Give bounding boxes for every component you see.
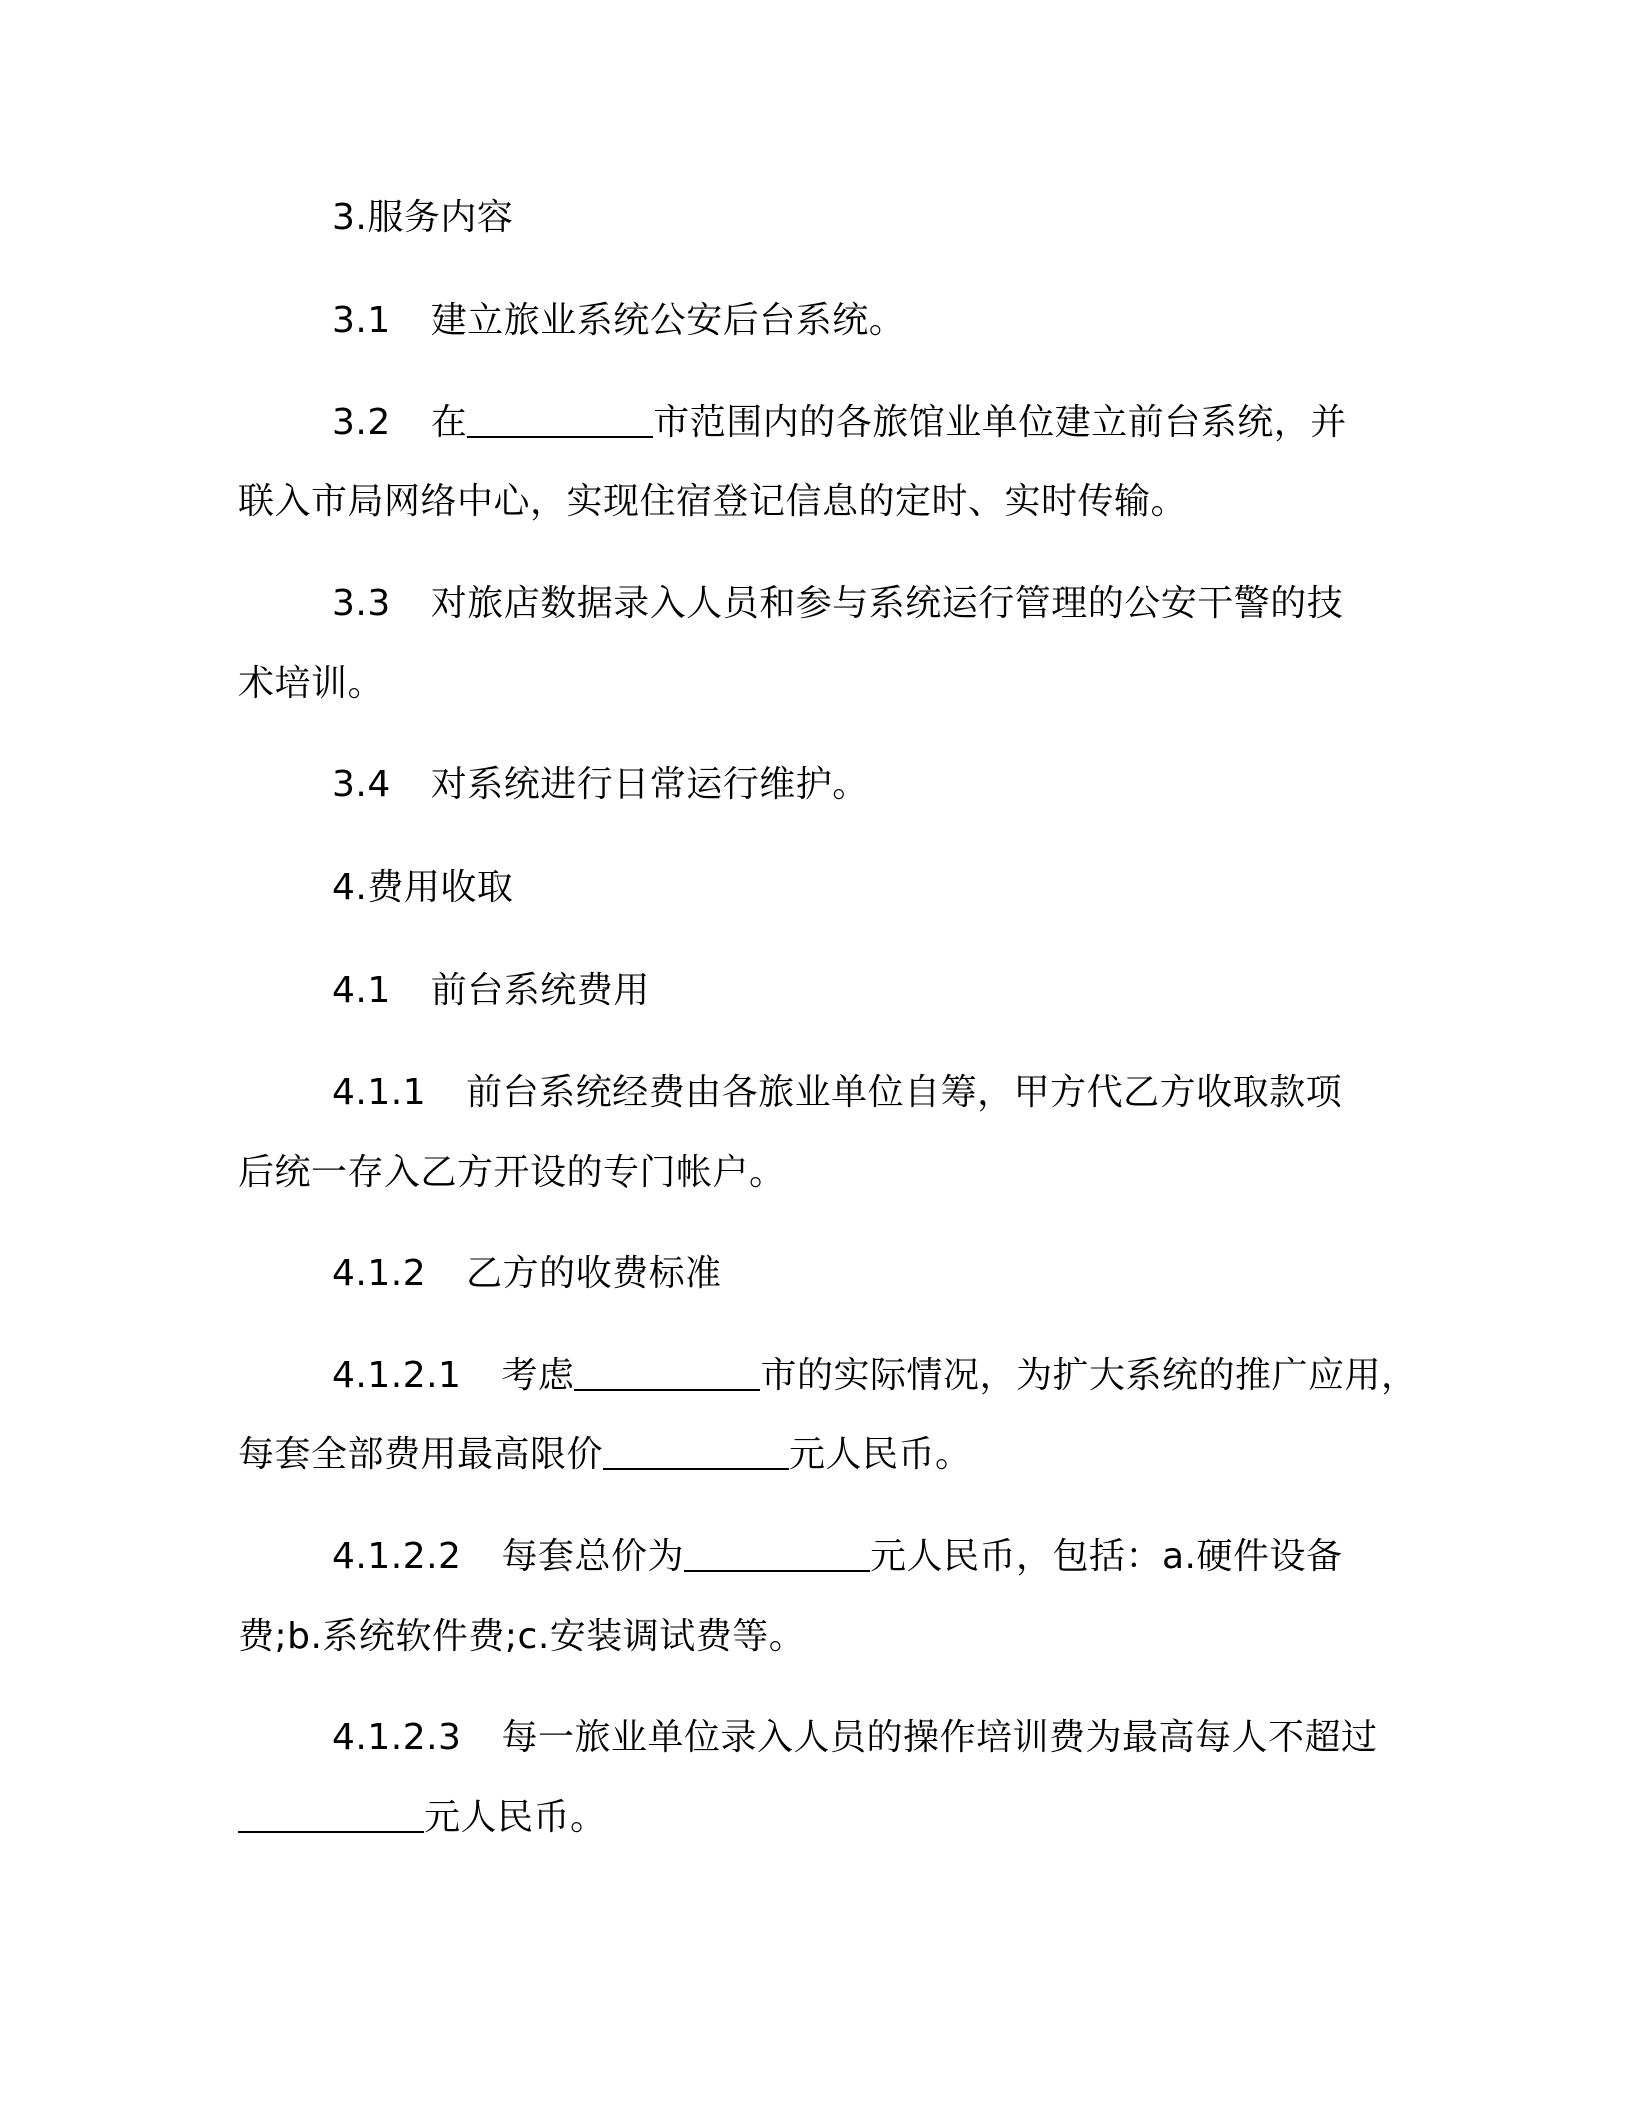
clause-text: 元人民币。 [789, 1434, 972, 1475]
clause-number: 4.1.2.2 [332, 1536, 462, 1577]
clause-text: 考虑 [501, 1355, 575, 1396]
clause-text: 每套总价为 [501, 1536, 684, 1577]
clause-text: 市的实际情况，为扩大系统的推广应用， [760, 1355, 1418, 1396]
fill-in-blank [238, 1831, 424, 1833]
clause-4-1-2-3 [332, 1716, 1377, 1760]
clause-number: 4.1 [332, 970, 391, 1011]
clause-text: 建立旅业系统公安后台系统。 [430, 300, 906, 341]
clause-4-1-1-continued [238, 1151, 786, 1195]
fill-in-blank [603, 1468, 789, 1470]
heading-text: 4.费用收取 [332, 867, 514, 908]
clause-number: 4.1.2 [332, 1253, 427, 1294]
clause-4-1-2 [332, 1252, 722, 1296]
clause-3-1 [332, 299, 905, 343]
clause-text: 市范围内的各旅馆业单位建立前台系统，并 [653, 402, 1347, 443]
clause-3-2 [332, 401, 1347, 445]
fill-in-blank [574, 1389, 760, 1391]
heading-text: 3.服务内容 [332, 197, 514, 238]
clause-text: 术培训。 [238, 663, 385, 704]
clause-number: 4.1.2.1 [332, 1355, 462, 1396]
clause-text: 前台系统费用 [430, 970, 650, 1011]
fill-in-blank [467, 436, 653, 438]
clause-text: 对旅店数据录入人员和参与系统运行管理的公安干警的技 [430, 583, 1344, 624]
clause-number: 3.3 [332, 583, 391, 624]
section-3-title [332, 196, 513, 240]
clause-text: 前台系统经费由各旅业单位自筹，甲方代乙方收取款项 [466, 1072, 1343, 1113]
clause-number: 3.1 [332, 300, 391, 341]
clause-text: 在 [430, 402, 468, 443]
clause-text: 每一旅业单位录入人员的操作培训费为最高每人不超过 [501, 1717, 1378, 1758]
clause-text: 乙方的收费标准 [466, 1253, 722, 1294]
clause-4-1-2-2 [332, 1535, 1342, 1579]
clause-number: 3.2 [332, 402, 391, 443]
clause-4-1-2-1 [332, 1354, 1417, 1398]
clause-text: 对系统进行日常运行维护。 [430, 764, 869, 805]
fill-in-blank [684, 1570, 870, 1572]
clause-text: 联入市局网络中心，实现住宿登记信息的定时、实时传输。 [238, 481, 1188, 522]
clause-number: 3.4 [332, 764, 391, 805]
clause-3-2-continued [238, 480, 1187, 524]
clause-number: 4.1.1 [332, 1072, 427, 1113]
clause-number: 4.1.2.3 [332, 1717, 462, 1758]
clause-text: 元人民币。 [424, 1797, 607, 1838]
clause-text: 每套全部费用最高限价 [238, 1434, 604, 1475]
clause-3-3 [332, 582, 1343, 626]
clause-4-1 [332, 969, 650, 1013]
clause-4-1-2-1-continued [238, 1433, 972, 1477]
clause-text: 元人民币，包括：a.硬件设备 [869, 1536, 1343, 1577]
clause-4-1-2-3-continued [238, 1796, 607, 1840]
clause-4-1-1 [332, 1071, 1342, 1115]
clause-4-1-2-2-continued [238, 1615, 805, 1659]
clause-3-4 [332, 763, 869, 807]
section-4-title [332, 866, 513, 910]
clause-text: 后统一存入乙方开设的专门帐户。 [238, 1152, 786, 1193]
clause-3-3-continued [238, 662, 384, 706]
clause-text: 费;b.系统软件费;c.安装调试费等。 [238, 1616, 806, 1657]
